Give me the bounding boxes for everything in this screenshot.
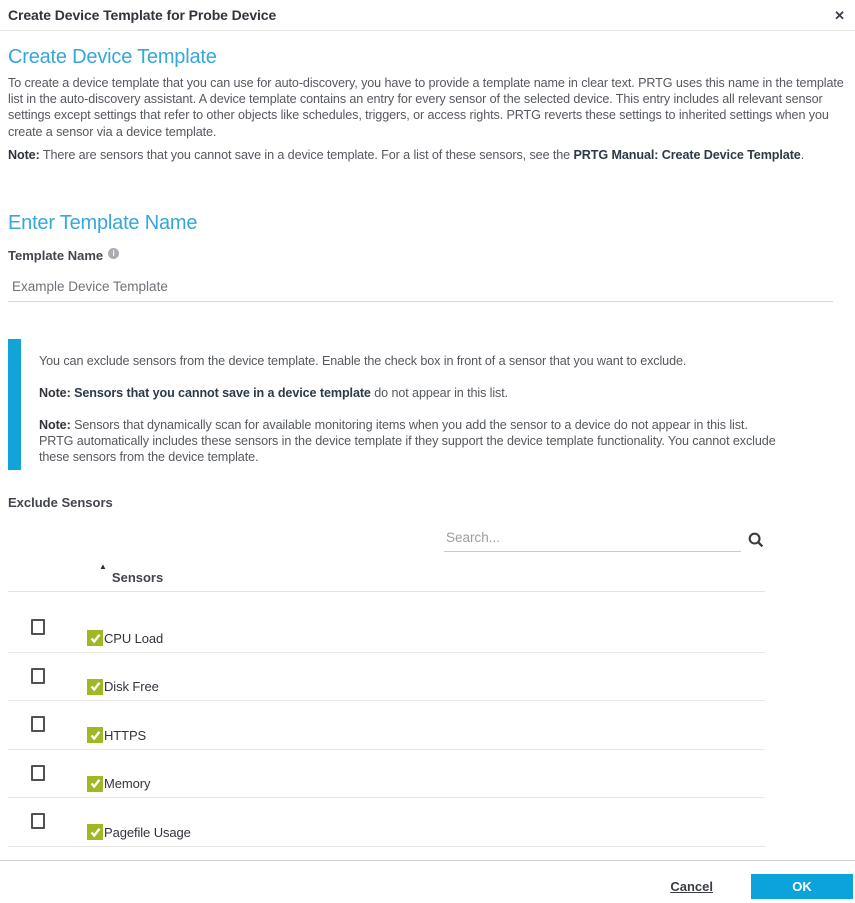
- sensor-name: Pagefile Usage: [104, 824, 191, 840]
- search-row: [0, 528, 855, 552]
- cannot-save-sensors-link[interactable]: Sensors that you cannot save in a device template: [70, 386, 371, 400]
- info-note-rest: do not appear in this list.: [370, 386, 509, 400]
- section-heading-enter-template-name: Enter Template Name: [8, 212, 198, 234]
- sensor-name: HTTPS: [104, 727, 147, 743]
- info-icon[interactable]: i: [108, 248, 119, 259]
- sensors-column-header[interactable]: [8, 562, 164, 585]
- template-name-input[interactable]: [8, 277, 833, 302]
- cancel-button[interactable]: Cancel: [670, 879, 713, 894]
- search-input[interactable]: [444, 528, 741, 552]
- sensor-check-icon: [87, 776, 103, 792]
- sensor-check-icon: [87, 824, 103, 840]
- note-period: .: [800, 148, 805, 162]
- dialog-footer: [0, 874, 855, 899]
- sensor-row: [8, 701, 765, 750]
- sensor-row: [8, 798, 765, 847]
- intro-note: [8, 147, 849, 163]
- section-heading-create: Create Device Template: [8, 46, 217, 68]
- sensor-row: [8, 750, 765, 799]
- search-icon[interactable]: [748, 532, 764, 548]
- info-box-paragraph-1: You can exclude sensors from the device template. Enable the check box in front of a sensor that you want to exclude.: [39, 354, 687, 368]
- manual-link[interactable]: PRTG Manual: Create Device Template: [573, 148, 801, 162]
- sensor-check-icon: [87, 630, 103, 646]
- note-label: Note:: [8, 148, 40, 162]
- info-note2-rest: Sensors that dynamically scan for available monitoring items when you add the sensor to a device do not appear in this list. PRTG automatically includes these sensors in the device template if they support the device template functionality. You cannot exclude these sensors from the device template.: [39, 418, 776, 464]
- note-text: There are sensors that you cannot save in a device template. For a list of these sensors, see the: [39, 148, 574, 162]
- ok-button[interactable]: OK: [751, 874, 853, 899]
- intro-paragraph: To create a device template that you can use for auto-discovery, you have to provide a template name in clear text. PRTG uses this name in the template list in the auto-discovery assistant. A device template contains an entry for every sensor of the selected device. This entry includes all relevant sensor settings except settings that refer to other objects like schedules, triggers, or access rights. PRTG reverts these settings to inherited settings when you create a sensor via a device template.: [8, 76, 844, 139]
- footer-divider: [0, 860, 855, 861]
- exclude-checkbox[interactable]: [31, 765, 45, 781]
- close-icon[interactable]: ✕: [834, 7, 845, 23]
- sensors-column-label[interactable]: Sensors: [111, 570, 164, 585]
- sensor-table: [8, 592, 765, 847]
- exclude-sensors-label: Exclude Sensors: [8, 495, 113, 510]
- exclude-checkbox[interactable]: [31, 619, 45, 635]
- sort-ascending-icon[interactable]: ▲: [99, 562, 107, 571]
- info-box: [8, 339, 808, 470]
- sensor-name: Disk Free: [104, 679, 159, 695]
- exclude-checkbox[interactable]: [31, 716, 45, 732]
- sensor-name: Memory: [104, 776, 151, 792]
- sensor-name: CPU Load: [104, 630, 164, 646]
- info-box-paragraph-2: [39, 385, 777, 401]
- dialog-title: Create Device Template for Probe Device: [8, 7, 277, 23]
- info-note2-label: Note:: [39, 418, 71, 432]
- template-name-label: [8, 248, 119, 263]
- sensor-check-icon: [87, 727, 103, 743]
- sensor-check-icon: [87, 679, 103, 695]
- template-name-label-text: Template Name: [8, 248, 104, 263]
- info-note-label: Note:: [39, 386, 71, 400]
- sensor-row: [8, 653, 765, 702]
- dialog-header: [0, 0, 855, 31]
- exclude-checkbox[interactable]: [31, 668, 45, 684]
- info-box-paragraph-3: [39, 417, 777, 465]
- exclude-checkbox[interactable]: [31, 813, 45, 829]
- sensor-row: [8, 604, 765, 653]
